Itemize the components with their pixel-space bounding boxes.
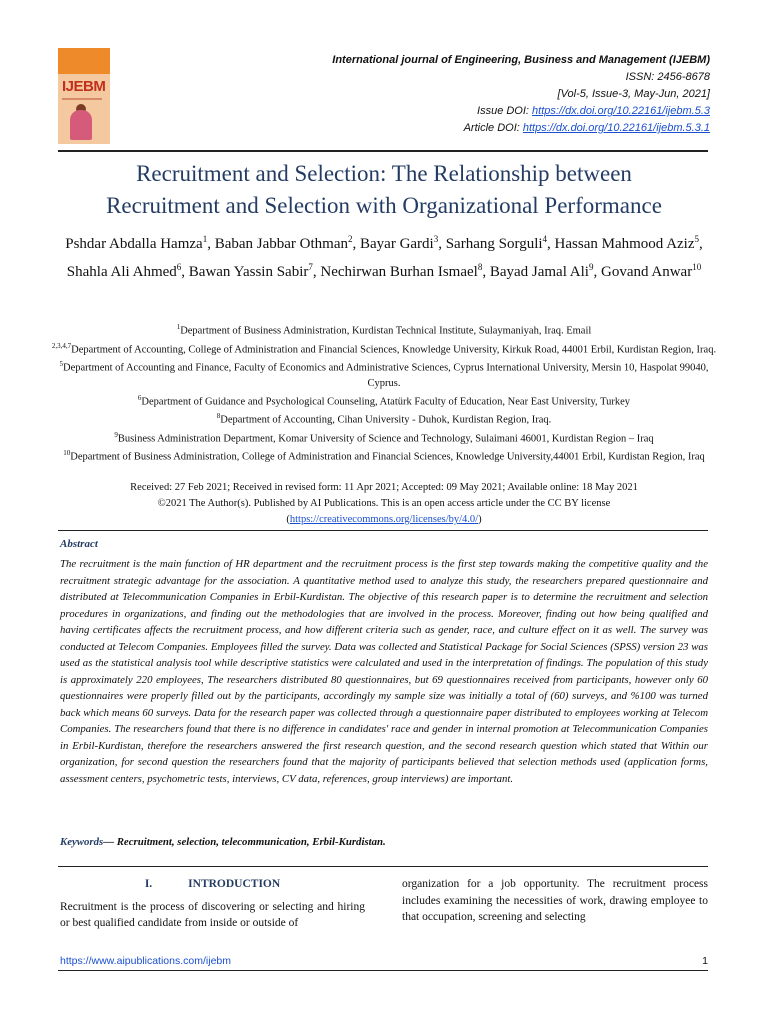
intro-paragraph-left: Recruitment is the process of discovering or selecting and hiring or best qualified candidate from inside or outside of (60, 900, 365, 929)
cover-band (58, 48, 110, 74)
intro-paragraph-right: organization for a job opportunity. The recruitment process includes examining the necessities of work, drawing employee to that occupation, screening and selecting (402, 878, 708, 923)
affiliation: $^6$Department of Guidance and Psychological Counseling, Atatürk Faculty of Education, Near East University, Turkey (137, 393, 631, 407)
affiliation: $^9$Business Administration Department, Komar University of Science and Technology, Sulaimani 46001, Kurdistan Region – Iraq (114, 430, 654, 444)
author: Sarhang Sorguli (445, 236, 543, 252)
issue-doi-link[interactable]: https://dx.doi.org/10.22161/ijebm.5.3 (532, 105, 710, 117)
cover-logo-text: IJEBM (62, 78, 106, 95)
author: Bayar Gardi (360, 236, 434, 252)
affiliation: $^8$Department of Accounting, Cihan University - Duhok, Kurdistan Region, Iraq. (216, 412, 552, 426)
body-column-left (60, 876, 365, 932)
author: Bayad Jamal Ali (489, 264, 589, 280)
paper-title: Recruitment and Selection: The Relationship between Recruitment and Selection with Organizational Performance (106, 161, 662, 218)
received-dates: Received: 27 Feb 2021; Received in revised form: 11 Apr 2021; Accepted: 09 May 2021; Available online: 18 May 2021 (130, 482, 638, 493)
affiliation: $^{10}$Department of Business Administration, College of Administration and Financial Sciences, Knowledge University,44001 Erbil, Kurdistan Region, Iraq (63, 449, 705, 463)
author: Shahla Ali Ahmed (66, 264, 177, 280)
section-heading-introduction: I. INTRODUCTION (144, 878, 281, 890)
keywords-text: Recruitment, selection, telecommunication, Erbil-Kurdistan. (116, 836, 386, 848)
license-link[interactable]: https://creativecommons.org/licenses/by/4.0/ (289, 514, 479, 525)
affiliation: $^{2,3,4,7}$Department of Accounting, College of Administration and Financial Sciences, Knowledge University, Kirkuk Road, 44001 Erbil, Kurdistan Region, Iraq. (51, 341, 717, 355)
author: Baban Jabbar Othman (214, 236, 348, 252)
header-divider (58, 150, 708, 152)
license-line: (https://creativecommons.org/licenses/by/4.0/) (286, 514, 482, 525)
affiliation-list (50, 320, 718, 465)
affiliation: $^5$Department of Accounting and Finance, Faculty of Economics and Administrative Sciences, Cyprus International University, Mersin 10, Haspolat 99040, Cyprus. (59, 360, 709, 389)
journal-name: International journal of Engineering, Business and Management (IJEBM) (332, 54, 710, 66)
author: Nechirwan Burhan Ismael (320, 264, 478, 280)
article-doi: Article DOI: https://dx.doi.org/10.22161/ijebm.5.3.1 (463, 122, 710, 134)
abstract-heading: Abstract (60, 538, 98, 550)
article-history (50, 480, 718, 528)
footer-url-link[interactable]: https://www.aipublications.com/ijebm (60, 955, 231, 967)
volume-info: [Vol-5, Issue-3, May-Jun, 2021] (557, 88, 710, 100)
keywords-divider (58, 866, 708, 867)
body-column-right (402, 876, 708, 926)
copyright-line: ©2021 The Author(s). Published by AI Publications. This is an open access article under the CC BY license (157, 498, 611, 509)
page-number: 1 (702, 955, 708, 967)
issn: ISSN: 2456-8678 (625, 71, 710, 83)
author: Govand Anwar (600, 264, 693, 280)
affiliation: $^1$Department of Business Administration, Kurdistan Technical Institute, Sulaymaniyah, Iraq. Email (176, 323, 592, 337)
keywords-label: Keywords (60, 836, 104, 848)
article-doi-link[interactable]: https://dx.doi.org/10.22161/ijebm.5.3.1 (522, 122, 710, 134)
author: Bawan Yassin Sabir (188, 264, 309, 280)
author: Pshdar Abdalla Hamza (65, 236, 203, 252)
abstract-top-divider (58, 530, 708, 531)
author-list: Pshdar Abdalla Hamza$^1$, Baban Jabbar Othman$^2$, Bayar Gardi$^3$, Sarhang Sorguli$^4$, Hassan Mahmood Aziz$^5$, Shahla Ali Ahmed$^6$, Bawan Yassin Sabir$^7$, Nechirwan Burhan Ismael$^8$, Bayad Jamal Ali$^9$, Govand Anwar$^{10}$ (65, 234, 703, 280)
issue-doi: Issue DOI: https://dx.doi.org/10.22161/ijebm.5.3 (477, 105, 710, 117)
author: Hassan Mahmood Aziz (554, 236, 695, 252)
cover-figure (70, 110, 92, 140)
footer-divider (58, 970, 708, 971)
journal-cover-image (58, 48, 110, 144)
keywords: Keywords— Recruitment, selection, telecommunication, Erbil-Kurdistan. (60, 836, 386, 848)
abstract-body: The recruitment is the main function of HR department and the recruitment process is the first step towards making the competitive quality and the recruitment strategic advantage for the association. A quantitative method used to analyze this study, the researchers prepared questionnaire and distributed at Telecommunication Companies in Erbil-Kurdistan. The objective of this research paper is to determine the recruitment and selection procedures in organizations, and finding out the methodologies that are involved in the process. Moreover, finding out how being qualified and having certificates affects the recruitment process, and how different criteria such as gender, race, and culture effect on it as well. The survey was conducted at Telecom Companies. Employees filled the survey. Data was collected and Statistical Package for Social Sciences (SPSS) version 23 was used as the statistical analysis tool while descriptive statistics were calculated and used in the interpretation of findings. The population of this study is approximately 220 employees, The researchers distributed 80 questionnaires, but 69 questionnaires received from participants, however only 60 questionnaires were properly filled out by the participants, accordingly my sample size was initially a total of (60) surveys, and %100 was turned back which means 60 surveys. Data for the research paper was collected through a questionnaire paper distributed to employees working at Telecom Companies. The researchers found that there is no difference in candidates' race and gender in internal promotion at Telecommunication Companies in Erbil-Kurdistan, therefore the researchers answered the first research question, and the second research question which stated that Within our organization, for second question the researchers found that the majority of participants believed that selection methods used (application forms, assessment centers, psychometric tests, interviews, CV data, references, group interviews) are important. (60, 558, 708, 785)
